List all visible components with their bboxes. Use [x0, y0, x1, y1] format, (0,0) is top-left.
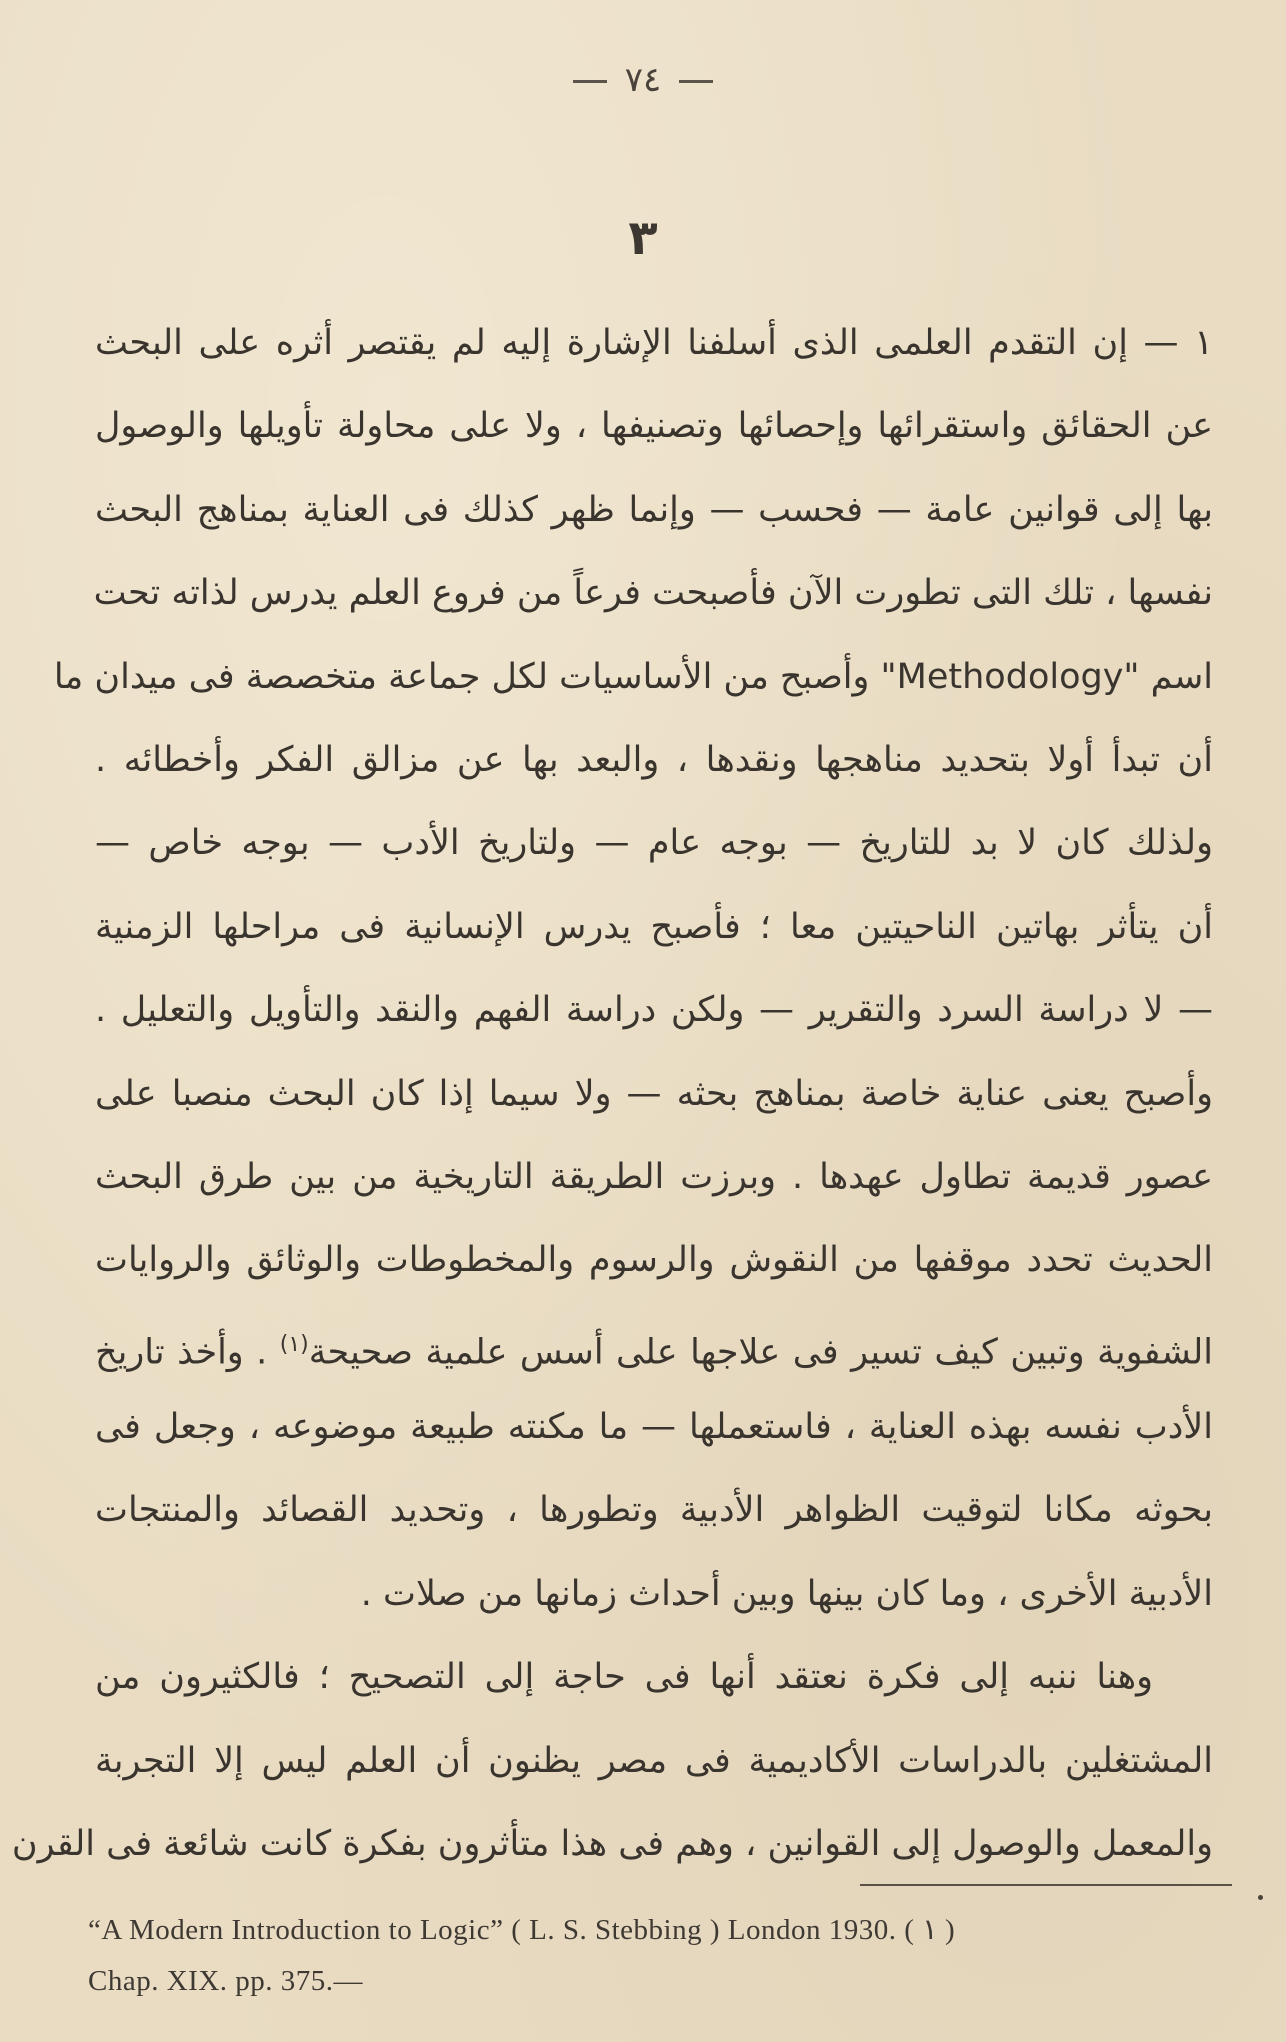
- footnote-1-line-2: Chap. XIX. pp. 375.—: [88, 1965, 364, 1997]
- body-line-4: نفسها ، تلك التى تطورت الآن فأصبحت فرعاً من فروع العلم يدرس لذاته تحت: [93, 573, 1213, 614]
- body-line-13: [95, 1303, 1213, 1386]
- body-line-17: وهنا ننبه إلى فكرة نعتقد أنها فى حاجة إلى التصحيح ؛ فالكثيرون من: [95, 1657, 1153, 1698]
- body-text: [11, 302, 1213, 1886]
- footnotes: [88, 1905, 1218, 2007]
- body-line-2: عن الحقائق واستقرائها وإحصائها وتصنيفها ، ولا على محاولة تأويلها والوصول: [95, 406, 1213, 447]
- section-number: ٣: [628, 210, 658, 266]
- body-line-12: الحديث تحدد موقفها من النقوش والرسوم والمخطوطات والوثائق والروايات: [95, 1240, 1213, 1281]
- dash-right: [679, 80, 713, 83]
- footnote-1-line-1: “A Modern Introduction to Logic” ( L. S. Stebbing ) London 1930. ( ١ ): [88, 1914, 956, 1946]
- page-number: [0, 60, 1286, 100]
- body-line-16: الأدبية الأخرى ، وما كان بينها وبين أحداث زمانها من صلات .: [360, 1573, 1213, 1614]
- body-line-6: أن تبدأ أولا بتحديد مناهجها ونقدها ، والبعد بها عن مزالق الفكر وأخطائه .: [95, 739, 1213, 780]
- body-line-1: ١ — إن التقدم العلمى الذى أسلفنا الإشارة إليه لم يقتصر أثره على البحث: [95, 323, 1213, 363]
- body-line-8: أن يتأثر بهاتين الناحيتين معا ؛ فأصبح يدرس الإنسانية فى مراحلها الزمنية: [95, 906, 1213, 947]
- dash-left: [573, 80, 607, 83]
- body-line-3: بها إلى قوانين عامة — فحسب — وإنما ظهر كذلك فى العناية بمناهج البحث: [95, 489, 1213, 530]
- page-number-value: ٧٤: [624, 60, 662, 100]
- footnote-divider: [860, 1884, 1232, 1886]
- body-line-19: والمعمل والوصول إلى القوانين ، وهم فى هذا متأثرون بفكرة كانت شائعة فى القرن: [11, 1824, 1213, 1865]
- body-line-9: — لا دراسة السرد والتقرير — ولكن دراسة الفهم والنقد والتأويل والتعليل .: [95, 990, 1213, 1031]
- body-line-10: وأصبح يعنى عناية خاصة بمناهج بحثه — ولا سيما إذا كان البحث منصبا على: [95, 1073, 1213, 1114]
- footnote-marker[interactable]: (١): [279, 1331, 309, 1357]
- body-line-5: اسم "Methodology" وأصبح من الأساسيات لكل جماعة متخصصة فى ميدان ما: [53, 656, 1213, 697]
- body-line-13-text: الشفوية وتبين كيف تسير فى علاجها على أسس علمية صحيحة: [308, 1332, 1213, 1373]
- body-line-18: المشتغلين بالدراسات الأكاديمية فى مصر يظنون أن العلم ليس إلا التجربة: [95, 1740, 1213, 1781]
- body-line-7: ولذلك كان لا بد للتاريخ — بوجه عام — ولتاريخ الأدب — بوجه خاص —: [95, 823, 1213, 864]
- body-line-13-tail: . وأخذ تاريخ: [95, 1332, 268, 1373]
- body-line-14: الأدب نفسه بهذه العناية ، فاستعملها — ما مكنته طبيعة موضوعه ، وجعل فى: [95, 1407, 1213, 1448]
- body-line-15: بحوثه مكانا لتوقيت الظواهر الأدبية وتطورها ، وتحديد القصائد والمنتجات: [95, 1490, 1213, 1531]
- body-line-11: عصور قديمة تطاول عهدها . وبرزت الطريقة التاريخية من بين طرق البحث: [95, 1156, 1213, 1197]
- paper-speck: [1258, 1895, 1263, 1900]
